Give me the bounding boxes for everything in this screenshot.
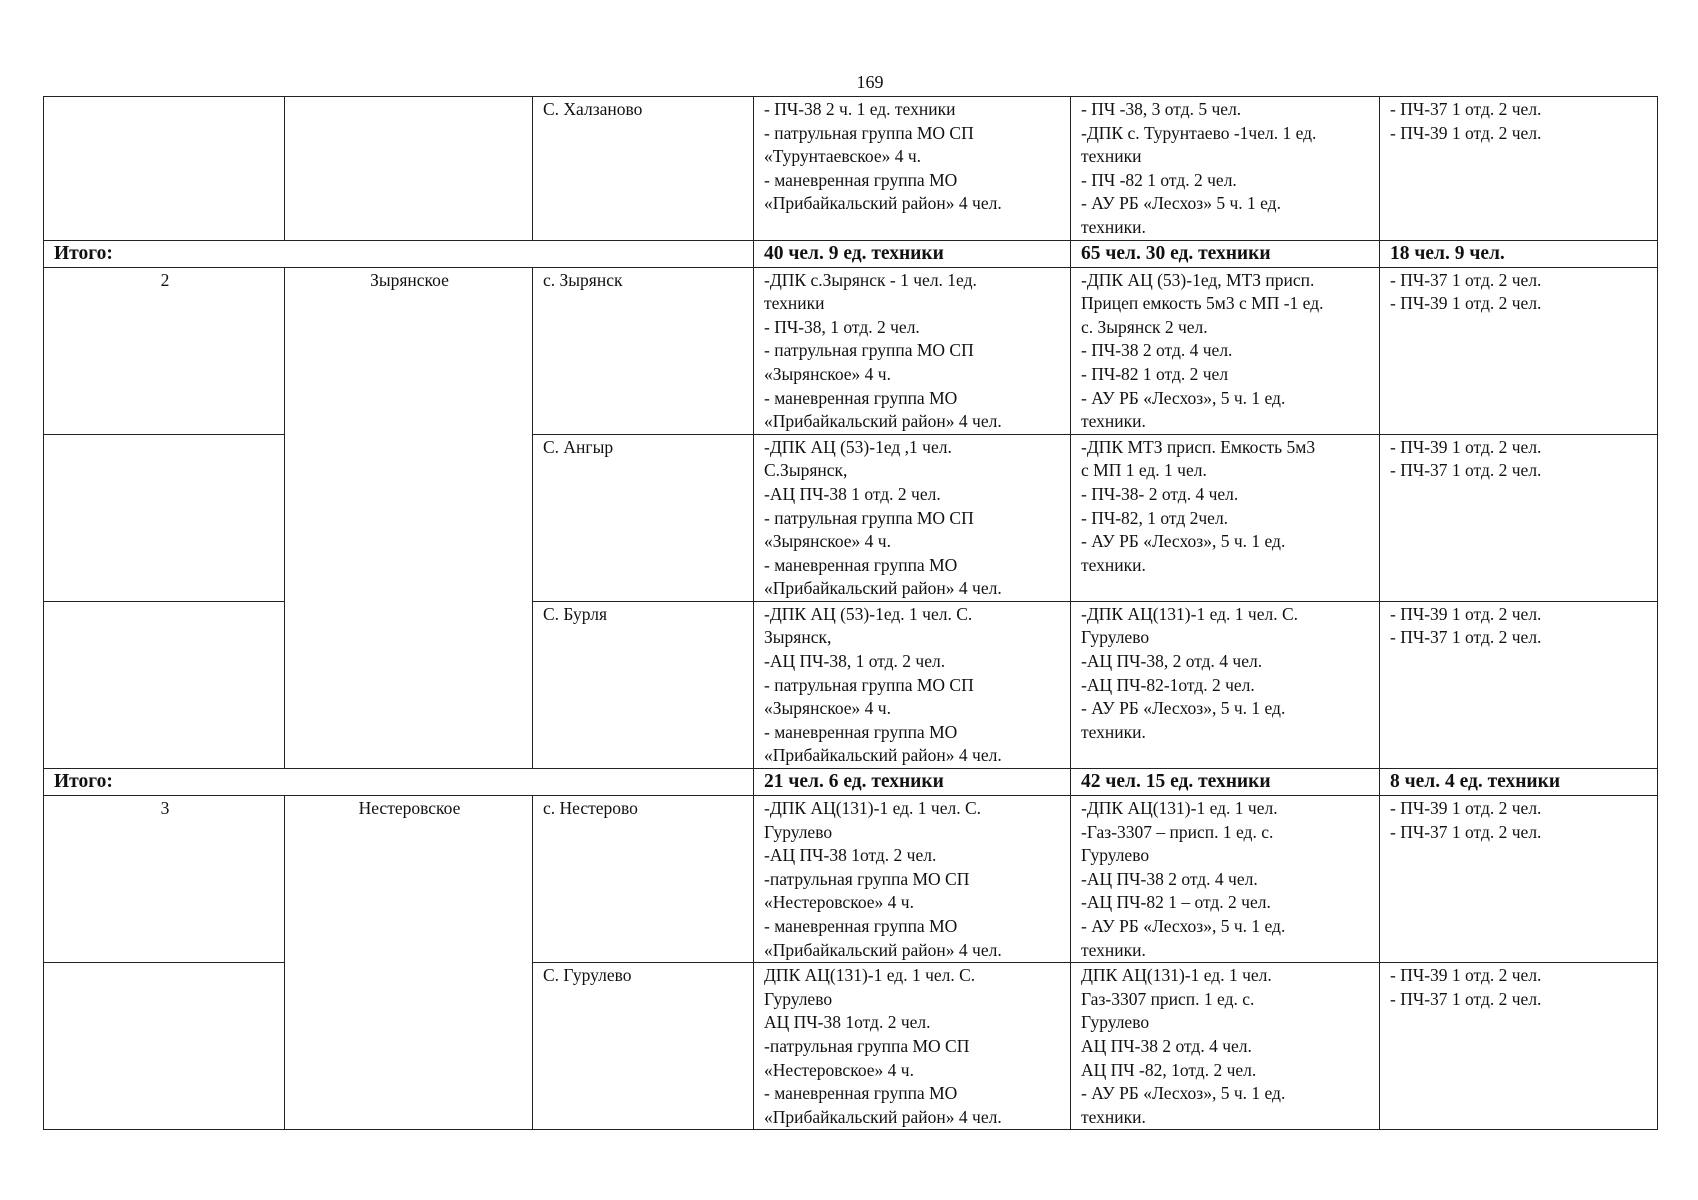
text-line: - ПЧ-37 1 отд. 2 чел. [1390,988,1542,1009]
reserve-cell [1380,601,1658,768]
text-line: «Прибайкальский район» 4 чел. [764,411,1002,432]
total-label: Итого: [44,240,754,267]
total-second-echelon: 65 чел. 30 ед. техники [1071,240,1380,267]
text-line: «Нестеровское» 4 ч. [764,1059,914,1080]
text-line: - патрульная группа МО СП [764,340,974,361]
text-line: -АЦ ПЧ-82 1 – отд. 2 чел. [1081,892,1271,913]
text-line: -АЦ ПЧ-38, 2 отд. 4 чел. [1081,651,1263,672]
settlement-name: с. Нестерово [543,798,638,819]
reserve-cell [1380,97,1658,241]
text-line: -Газ-3307 – присп. 1 ед. с. [1081,821,1274,842]
text-line: -ДПК МТЗ присп. Емкость 5м3 [1081,436,1316,457]
table-row [44,97,1658,241]
text-line: ДПК АЦ(131)-1 ед. 1 чел. [1081,965,1272,986]
text-line: -ДПК АЦ (53)-1ед ,1 чел. [764,436,952,457]
settlement-cell [533,963,754,1130]
first-echelon-cell [754,963,1071,1130]
text-line: -АЦ ПЧ-38, 1 отд. 2 чел. [764,651,946,672]
first-echelon-cell [754,434,1071,601]
row-number-cell: 3 [44,796,285,963]
table-row [44,796,1658,963]
settlement-name: С. Бурля [543,603,608,624]
text-line: -АЦ ПЧ-38 1отд. 2 чел. [764,845,937,866]
text-line: - ПЧ-82, 1 отд 2чел. [1081,507,1229,528]
text-line: - ПЧ-37 1 отд. 2 чел. [1390,269,1542,290]
text-line: - маневренная группа МО [764,169,958,190]
text-line: Гурулево [764,821,833,842]
reserve-cell [1380,267,1658,434]
text-line: - АУ РБ «Лесхоз», 5 ч. 1 ед. [1081,916,1286,936]
text-line: Зырянск, [764,627,832,648]
text-line: -АЦ ПЧ-38 1 отд. 2 чел. [764,483,941,504]
second-echelon-cell [1071,434,1380,601]
settlement-cell [533,601,754,768]
text-line: - ПЧ-82 1 отд. 2 чел [1081,363,1229,384]
text-line: «Зырянское» 4 ч. [764,531,891,552]
text-line: АЦ ПЧ-38 1отд. 2 чел. [764,1012,931,1033]
text-line: - ПЧ-37 1 отд. 2 чел. [1390,99,1542,119]
text-line: - АУ РБ «Лесхоз», 5 ч. 1 ед. [1081,387,1286,408]
second-echelon-cell [1071,601,1380,768]
text-line: - ПЧ-39 1 отд. 2 чел. [1390,603,1542,624]
row-number-cell [44,963,285,1130]
first-echelon-cell [754,796,1071,963]
total-first-echelon: 40 чел. 9 ед. техники [754,240,1071,267]
text-line: техники. [1081,554,1146,575]
text-line: -ДПК с.Зырянск - 1 чел. 1ед. [764,269,977,290]
text-line: - ПЧ-38- 2 отд. 4 чел. [1081,483,1239,504]
text-line: «Турунтаевское» 4 ч. [764,146,922,167]
text-line: с. Зырянск 2 чел. [1081,316,1208,337]
text-line: техники. [1081,216,1146,237]
text-line: - маневренная группа МО [764,1083,958,1104]
text-line: АЦ ПЧ-38 2 отд. 4 чел. [1081,1035,1252,1056]
second-echelon-cell [1071,963,1380,1130]
total-row [44,240,1658,267]
first-echelon-cell [754,267,1071,434]
text-line: -АЦ ПЧ-82-1отд. 2 чел. [1081,674,1255,695]
text-line: - патрульная группа МО СП [764,122,974,143]
page-number: 169 [856,72,884,92]
text-line: «Нестеровское» 4 ч. [764,892,914,913]
text-line: Гурулево [1081,1012,1150,1033]
municipality-cell [285,97,533,241]
text-line: - ПЧ -38, 3 отд. 5 чел. [1081,99,1242,119]
text-line: - ПЧ-38, 1 отд. 2 чел. [764,316,920,337]
text-line: - маневренная группа МО [764,916,958,936]
text-line: «Зырянское» 4 ч. [764,363,891,384]
text-line: «Зырянское» 4 ч. [764,698,891,719]
settlement-name: С. Ангыр [543,436,614,457]
text-line: Гурулево [764,988,833,1009]
reserve-cell [1380,434,1658,601]
text-line: - маневренная группа МО [764,387,958,408]
text-line: Прицеп емкость 5м3 с МП -1 ед. [1081,293,1324,314]
text-line: -патрульная группа МО СП [764,868,970,889]
total-second-echelon: 42 чел. 15 ед. техники [1071,769,1380,796]
text-line: -АЦ ПЧ-38 2 отд. 4 чел. [1081,868,1258,889]
text-line: - ПЧ-39 1 отд. 2 чел. [1390,965,1542,986]
row-number-cell [44,97,285,241]
text-line: техники. [1081,721,1146,742]
second-echelon-cell [1071,796,1380,963]
text-line: -патрульная группа МО СП [764,1035,970,1056]
text-line: «Прибайкальский район» 4 чел. [764,1106,1002,1127]
text-line: техники. [1081,1106,1146,1127]
total-reserve: 8 чел. 4 ед. техники [1380,769,1658,796]
text-line: Гурулево [1081,627,1150,648]
first-echelon-cell [754,97,1071,241]
second-echelon-cell [1071,97,1380,241]
text-line: - АУ РБ «Лесхоз», 5 ч. 1 ед. [1081,1083,1286,1104]
text-line: - ПЧ-37 1 отд. 2 чел. [1390,460,1542,481]
text-line: Гурулево [1081,845,1150,866]
text-line: - ПЧ-39 1 отд. 2 чел. [1390,436,1542,457]
text-line: АЦ ПЧ -82, 1отд. 2 чел. [1081,1059,1257,1080]
settlement-cell [533,434,754,601]
municipality-cell: Нестеровское [285,796,533,1130]
text-line: техники. [1081,411,1146,432]
text-line: «Прибайкальский район» 4 чел. [764,578,1002,599]
settlement-name: С. Халзаново [543,99,643,119]
text-line: - ПЧ-39 1 отд. 2 чел. [1390,293,1542,314]
text-line: -ДПК АЦ (53)-1ед, МТЗ присп. [1081,269,1315,290]
text-line: -ДПК АЦ(131)-1 ед. 1 чел. [1081,798,1278,819]
settlement-name: с. Зырянск [543,269,623,290]
text-line: - ПЧ-39 1 отд. 2 чел. [1390,122,1542,143]
total-first-echelon: 21 чел. 6 ед. техники [754,769,1071,796]
text-line: -ДПК с. Турунтаево -1чел. 1 ед. [1081,122,1317,143]
text-line: - маневренная группа МО [764,721,958,742]
row-number-cell [44,434,285,601]
text-line: - ПЧ-37 1 отд. 2 чел. [1390,821,1542,842]
text-line: - АУ РБ «Лесхоз», 5 ч. 1 ед. [1081,531,1286,552]
text-line: - ПЧ-39 1 отд. 2 чел. [1390,798,1542,819]
forces-table [43,96,1658,1130]
text-line: техники [764,293,825,314]
text-line: - АУ РБ «Лесхоз» 5 ч. 1 ед. [1081,193,1281,214]
reserve-cell [1380,796,1658,963]
municipality-cell: Зырянское [285,267,533,768]
total-label: Итого: [44,769,754,796]
text-line: С.Зырянск, [764,460,848,481]
text-line: - ПЧ-37 1 отд. 2 чел. [1390,627,1542,648]
text-line: -ДПК АЦ (53)-1ед. 1 чел. С. [764,603,973,624]
text-line: Газ-3307 присп. 1 ед. с. [1081,988,1255,1009]
total-row [44,769,1658,796]
reserve-cell [1380,963,1658,1130]
text-line: «Прибайкальский район» 4 чел. [764,939,1002,960]
settlement-name: С. Гурулево [543,965,632,986]
row-number-cell: 2 [44,267,285,434]
text-line: - ПЧ-38 2 ч. 1 ед. техники [764,99,956,119]
text-line: ДПК АЦ(131)-1 ед. 1 чел. С. [764,965,976,986]
text-line: техники. [1081,939,1146,960]
text-line: - патрульная группа МО СП [764,674,974,695]
settlement-cell [533,796,754,963]
text-line: - ПЧ-38 2 отд. 4 чел. [1081,340,1233,361]
text-line: - ПЧ -82 1 отд. 2 чел. [1081,169,1237,190]
settlement-cell [533,97,754,241]
text-line: -ДПК АЦ(131)-1 ед. 1 чел. С. [1081,603,1298,624]
text-line: с МП 1 ед. 1 чел. [1081,460,1207,481]
text-line: -ДПК АЦ(131)-1 ед. 1 чел. С. [764,798,981,819]
total-reserve: 18 чел. 9 чел. [1380,240,1658,267]
text-line: «Прибайкальский район» 4 чел. [764,193,1002,214]
text-line: - маневренная группа МО [764,554,958,575]
text-line: техники [1081,146,1142,167]
second-echelon-cell [1071,267,1380,434]
text-line: «Прибайкальский район» 4 чел. [764,745,1002,766]
first-echelon-cell [754,601,1071,768]
row-number-cell [44,601,285,768]
table-row [44,267,1658,434]
text-line: - АУ РБ «Лесхоз», 5 ч. 1 ед. [1081,698,1286,719]
text-line: - патрульная группа МО СП [764,507,974,528]
settlement-cell [533,267,754,434]
